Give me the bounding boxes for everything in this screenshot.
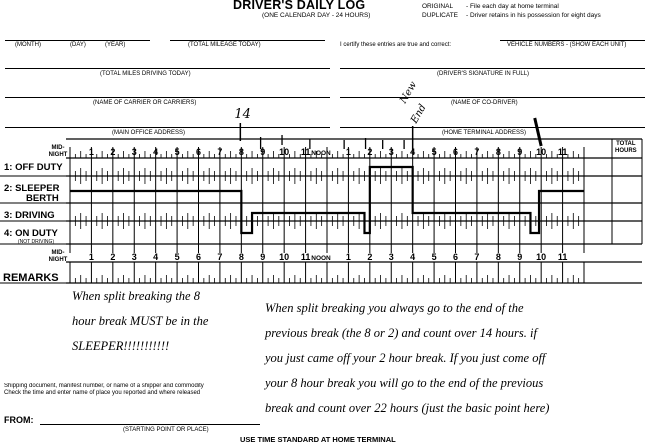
total-miles-driving-label: (TOTAL MILES DRIVING TODAY) [100,71,191,77]
handwritten-new-end: End [409,102,429,126]
from-label: FROM: [4,415,34,425]
top-hour-label: 11 [300,147,311,157]
handwritten-mark-10 [535,118,541,146]
bottom-hour-label: 8 [495,252,501,262]
bottom-hour-label: 3 [388,252,394,262]
top-hour-label: 10 [279,147,290,157]
top-hour-label: 8 [495,147,501,157]
handwritten-14: 14 [234,107,251,122]
top-hour-label: 4 [410,147,416,157]
bottom-hour-label: 4 [153,252,159,262]
top-hour-label: 2 [367,147,373,157]
bottom-midnight-label: MID- [51,250,65,256]
note-right [265,296,549,421]
main-office-label: (MAIN OFFICE ADDRESS) [112,130,186,136]
top-hour-label: 9 [517,147,523,157]
bottom-hour-label: 6 [452,252,459,262]
bottom-hour-label: 2 [110,252,116,262]
handwritten-new-end: New [398,79,420,106]
month-label: (MONTH) [15,42,41,48]
shipping-instructions [4,383,262,397]
top-hour-label: 2 [110,147,116,157]
certify-text: I certify these entries are true and correct: [340,42,452,48]
top-midnight-label: NIGHT [48,152,68,158]
note-right-line: your 8 hour break you will go to the end of the previous [265,376,544,390]
row-off-duty-label: 1: OFF DUTY [4,162,63,173]
log-subtitle: (ONE CALENDAR DAY - 24 HOURS) [262,12,371,19]
row-on-duty-sublabel: (NOT DRIVING) [18,239,55,245]
shipping-line-2: Check the time and enter name of place you reported and where released [4,390,201,396]
row-sleeper-label-2: BERTH [26,193,59,204]
top-hour-label: 3 [131,147,137,157]
bottom-hour-label: 10 [279,252,290,262]
log-title: DRIVER'S DAILY LOG [233,0,366,12]
top-hour-label: 6 [195,147,202,157]
remarks-label: REMARKS [3,272,59,284]
duplicate-text: - Driver retains in his possession for eight days [466,12,601,19]
top-hour-label: 1 [345,147,351,157]
bottom-hour-label: 9 [260,252,266,262]
driver-signature-label: (DRIVER'S SIGNATURE IN FULL) [437,71,530,77]
shipping-line-1: Shipping document, manifest number, or name of a shipper and commodity [4,383,204,389]
note-right-line: you just came off your 2 hour break. If you just come off [265,351,546,365]
bottom-hour-label: 5 [174,252,180,262]
year-label: (YEAR) [105,42,126,48]
bottom-hour-label: 9 [517,252,523,262]
bottom-hour-label: 7 [217,252,223,262]
top-midnight-label: MID- [51,145,65,151]
bottom-hour-label: 1 [345,252,351,262]
use-time-standard: USE TIME STANDARD AT HOME TERMINAL [240,435,396,444]
bottom-hour-label: 11 [557,252,568,262]
top-hour-label: 7 [217,147,223,157]
from-line [40,424,260,425]
note-right-line: previous break (the 8 or 2) and count over 14 hours. if [265,326,537,340]
top-hour-label: 11 [557,147,568,157]
bottom-hour-label: 4 [410,252,416,262]
total-hours-header: TOTAL HOURS [615,141,637,154]
top-hour-label: 1 [88,147,94,157]
bottom-hour-label: 2 [367,252,373,262]
carrier-label: (NAME OF CARRIER OR CARRIERS) [93,100,197,106]
vehicle-numbers-label: VEHICLE NUMBERS - (SHOW EACH UNIT) [507,42,627,48]
note-right-line: break and count over 22 hours (just the basic point here) [265,401,550,415]
bottom-hour-label: 8 [238,252,244,262]
original-label: ORIGINAL [422,3,454,10]
bottom-hour-label: 5 [431,252,437,262]
top-hour-label: 9 [260,147,266,157]
top-hour-label: 10 [536,147,547,157]
row-on-duty-label: 4: ON DUTY [4,228,58,239]
top-hour-label: 3 [388,147,394,157]
co-driver-label: (NAME OF CO-DRIVER) [451,100,518,106]
top-hour-label: NOON [311,150,331,157]
row-driving-label: 3: DRIVING [4,210,55,221]
row-sleeper-label: 2: SLEEPER [4,183,60,194]
bottom-hour-label: 1 [88,252,94,262]
day-label: (DAY) [70,42,86,48]
home-terminal-label: (HOME TERMINAL ADDRESS) [442,130,527,136]
bottom-midnight-label: NIGHT [48,257,68,263]
top-hour-label: 5 [431,147,437,157]
starting-point-label: (STARTING POINT OR PLACE) [123,427,209,433]
bottom-hour-label: 7 [474,252,480,262]
bottom-hour-label: 11 [300,252,311,262]
note-left [72,284,208,359]
bottom-hour-label: 10 [536,252,547,262]
duplicate-label: DUPLICATE [422,12,458,19]
top-hour-label: 7 [474,147,480,157]
bottom-hour-label: 6 [195,252,202,262]
total-mileage-label: (TOTAL MILEAGE TODAY) [188,42,261,48]
bottom-hour-label: NOON [311,255,331,262]
top-hour-label: 6 [452,147,459,157]
top-hour-label: 5 [174,147,180,157]
note-left-line: hour break MUST be in the [72,314,209,328]
top-hour-label: 8 [238,147,244,157]
note-left-line: SLEEPER!!!!!!!!!!! [72,339,170,353]
note-right-line: When split breaking you always go to the end of the [265,301,524,315]
bottom-hour-label: 3 [131,252,137,262]
original-text: - File each day at home terminal [466,3,559,10]
note-left-line: When split breaking the 8 [72,289,200,303]
top-hour-label: 4 [153,147,159,157]
